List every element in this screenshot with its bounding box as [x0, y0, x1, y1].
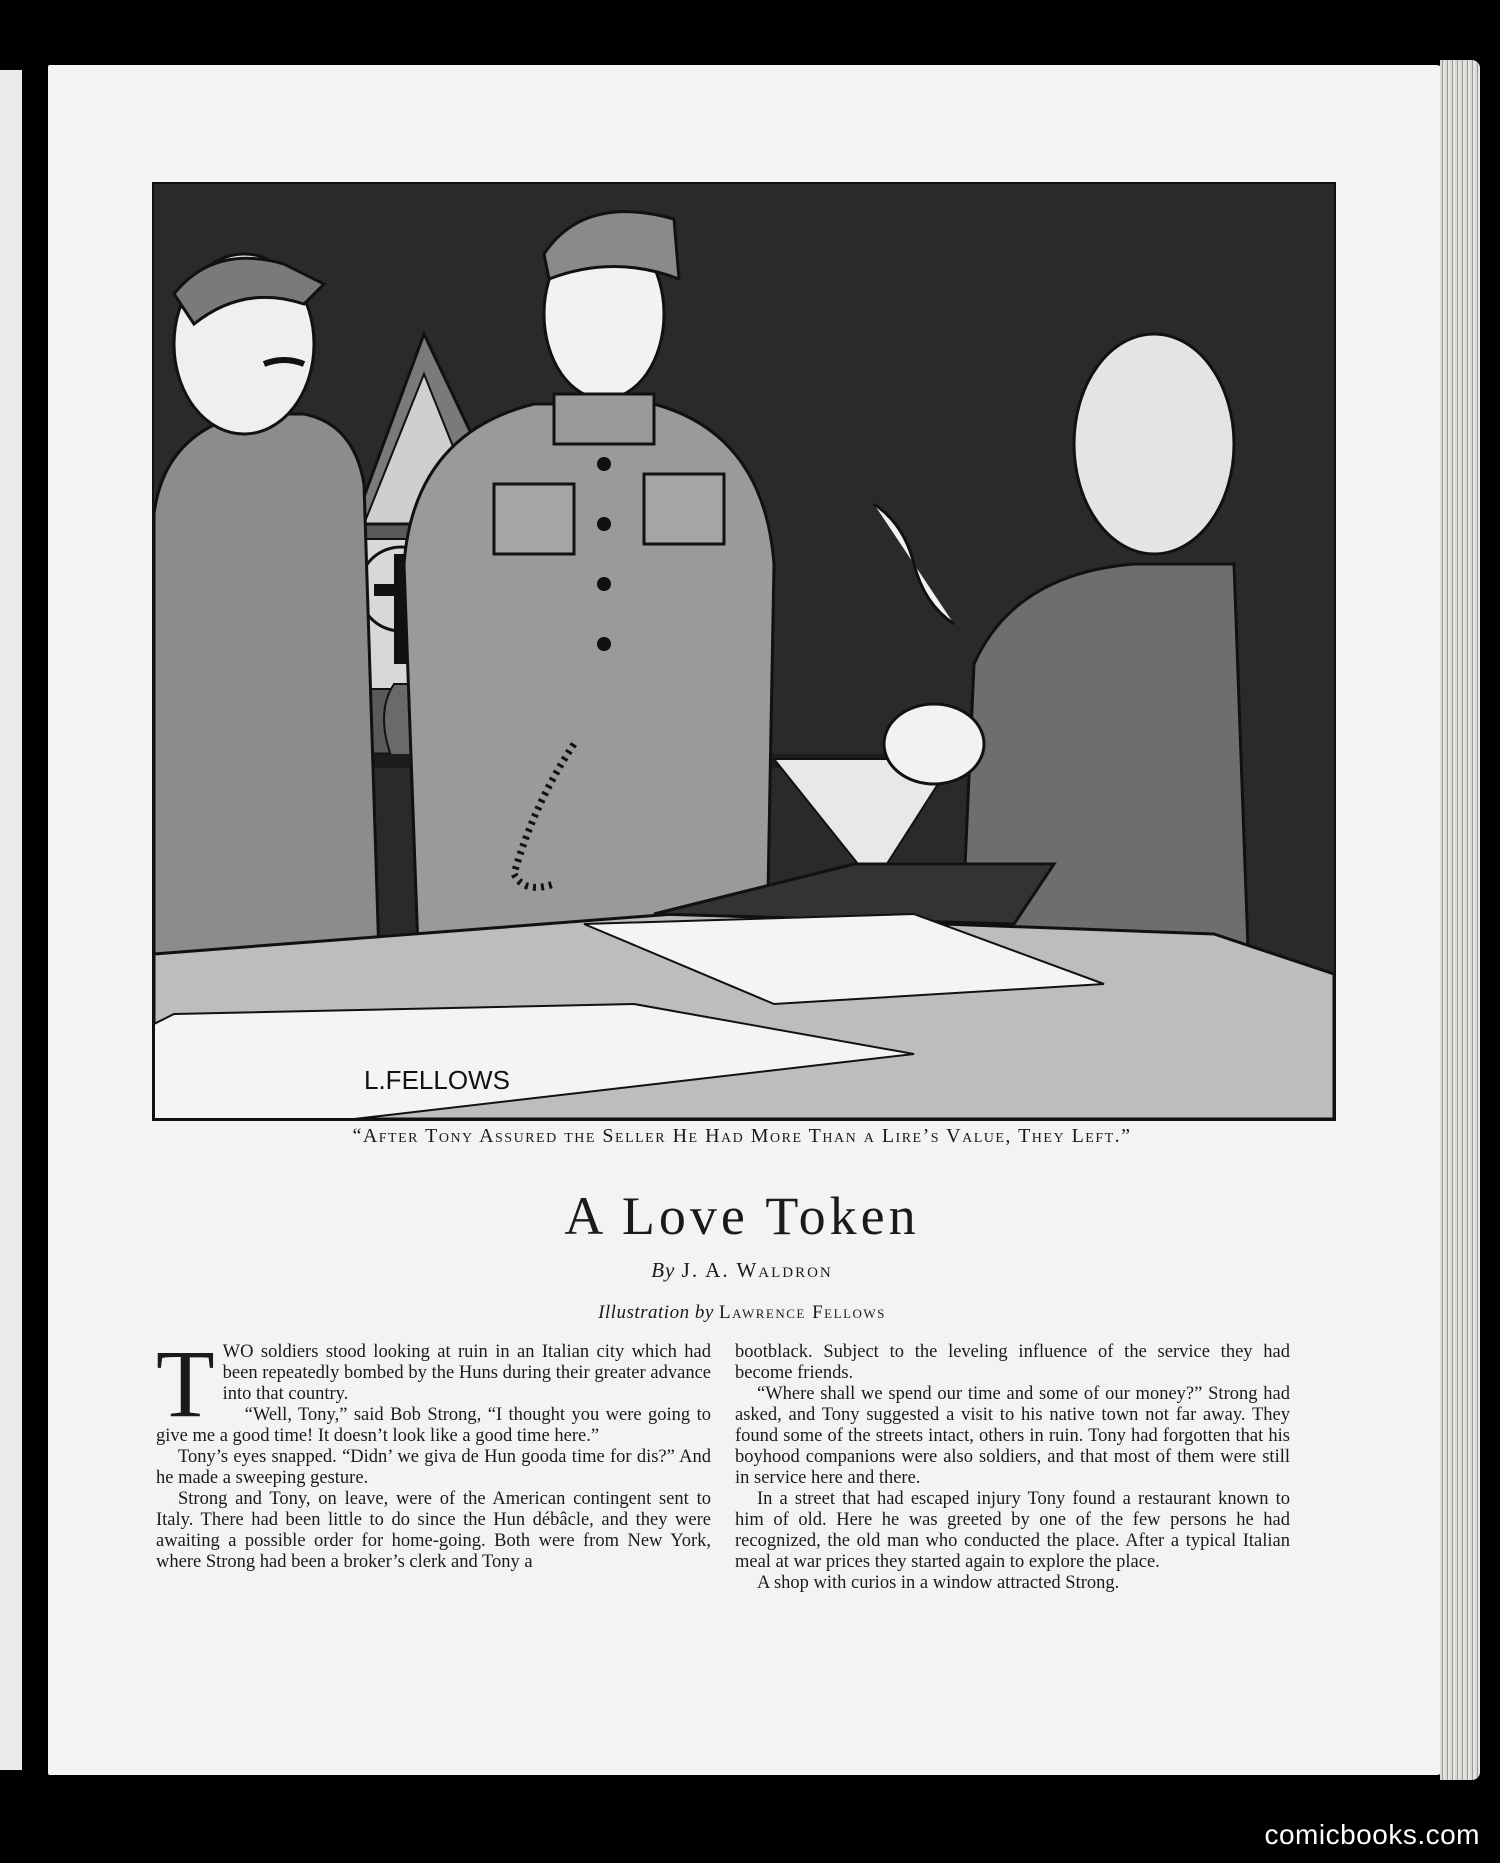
site-watermark: comicbooks.com: [1264, 1819, 1480, 1850]
body-column-right: [735, 1342, 1290, 1594]
book-gutter: [22, 60, 48, 1780]
illustration-credit-prefix: Illustration by: [598, 1302, 714, 1323]
paragraph: “Where shall we spend our time and some of our money?” Strong had asked, and Tony suggested a visit to his native town not far away. They found some of the streets intact, others in ruin. Tony had forgotten that his boyhood companions were also soldiers, and that most of them were still in service here and there.: [735, 1384, 1290, 1488]
body-column-left: [156, 1330, 711, 1573]
paragraph: Strong and Tony, on leave, were of the American contingent sent to Italy. There had been little to do since the Hun débâcle, and they were awaiting a possible order for home-going. Both were from New York, where Strong had been a broker’s clerk and Tony a: [156, 1489, 711, 1572]
paragraph: In a street that had escaped injury Tony found a restaurant known to him of old. Here he was greeted by one of the few persons he had recognized, the old man who conducted the place. After a typical Italian meal at war prices they started again to explore the place.: [735, 1489, 1290, 1572]
illustration-credit: [152, 1302, 1332, 1324]
paragraph: Tony’s eyes snapped. “Didn’ we giva de Hun gooda time for dis?” And he made a sweeping gesture.: [156, 1447, 711, 1488]
paragraph: A shop with curios in a window attracted Strong.: [757, 1573, 1120, 1593]
byline-prefix: By: [651, 1258, 676, 1282]
article-title: A Love Token: [564, 1186, 920, 1246]
illustration-caption: “After Tony Assured the Seller He Had More Than a Lire’s Value, They Left.”: [352, 1125, 1132, 1147]
story-illustration: [152, 182, 1336, 1121]
paragraph: “Well, Tony,” said Bob Strong, “I thought you were going to give me a good time! It doesn’t look like a good time here.”: [156, 1405, 711, 1446]
illustrator-signature: L.FELLOWS: [364, 1065, 510, 1095]
illustration-drawing: [154, 184, 1334, 1119]
page-edges: [1440, 60, 1480, 1780]
paragraph: bootblack. Subject to the leveling influence of the service they had become friends.: [735, 1342, 1290, 1383]
paragraph-text: WO soldiers stood looking at ruin in an Italian city which had been repeatedly bombed by the Huns during their greater advance into that country.: [222, 1342, 711, 1404]
byline: [152, 1258, 1332, 1283]
drop-cap: T: [156, 1330, 215, 1437]
illustrator-name: Lawrence Fellows: [719, 1302, 886, 1323]
left-page-edge: [0, 70, 22, 1770]
author-name: J. A. Waldron: [681, 1258, 833, 1282]
